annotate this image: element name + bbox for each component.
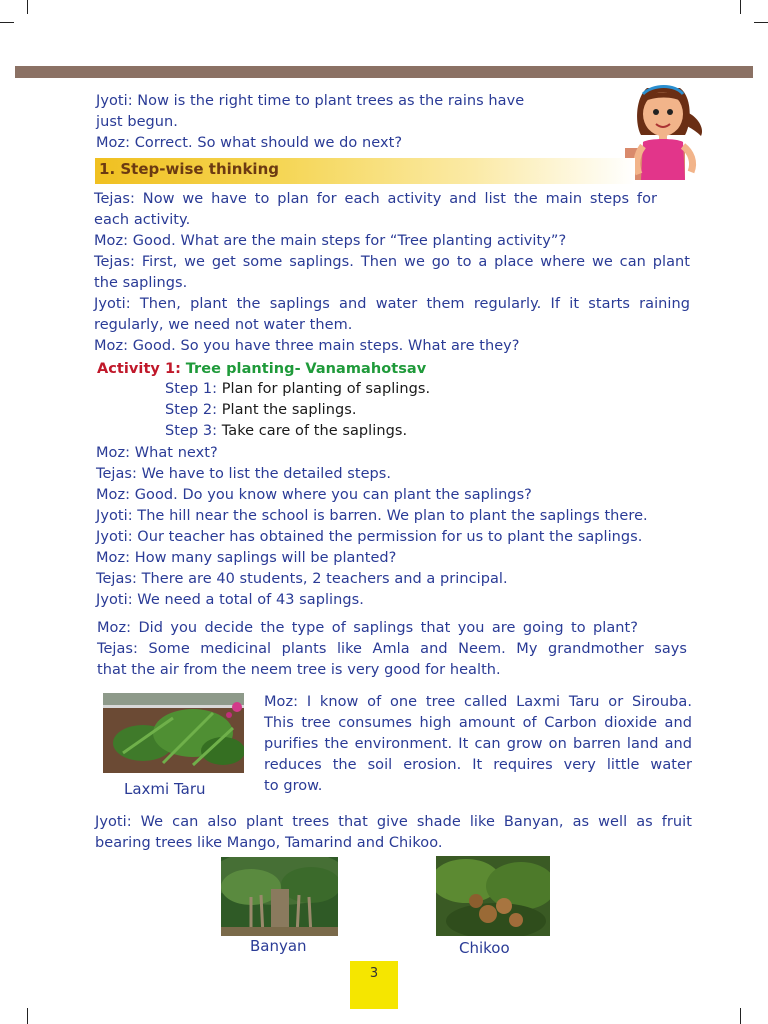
dialogue-line: Tejas: First, we get some saplings. Then we go to a place where we can plant bbox=[94, 254, 690, 270]
chikoo-photo bbox=[436, 856, 550, 936]
activity-step: Step 3: Take care of the saplings. bbox=[165, 423, 408, 439]
laxmi-text-line: purifies the environment. It can grow on barren land and bbox=[264, 736, 692, 752]
dialogue-line: that the air from the neem tree is very good for health. bbox=[97, 662, 501, 678]
laxmi-taru-caption: Laxmi Taru bbox=[124, 780, 206, 798]
dialogue-line: Tejas: We have to list the detailed steps. bbox=[96, 466, 392, 482]
dialogue-line: Moz: What next? bbox=[96, 445, 218, 461]
laxmi-text-line: This tree consumes high amount of Carbon dioxide and bbox=[264, 715, 692, 731]
crop-mark bbox=[754, 22, 768, 23]
section-banner bbox=[95, 158, 635, 184]
dialogue-line: just begun. bbox=[96, 114, 178, 130]
crop-mark bbox=[27, 1008, 28, 1024]
page-number: 3 bbox=[350, 961, 398, 1009]
dialogue-line: Tejas: Some medicinal plants like Amla and Neem. My grandmother says bbox=[97, 641, 687, 657]
dialogue-line: Jyoti: Now is the right time to plant trees as the rains have bbox=[96, 93, 525, 109]
laxmi-text-line: to grow. bbox=[264, 778, 323, 794]
girl-illustration bbox=[625, 80, 710, 180]
activity-heading: Activity 1: Tree planting- Vanamahotsav bbox=[97, 361, 427, 377]
activity-name: Tree planting bbox=[185, 361, 295, 377]
dialogue-line: Jyoti: Then, plant the saplings and water them regularly. If it starts raining bbox=[94, 296, 690, 312]
dialogue-line: the saplings. bbox=[94, 275, 188, 291]
section-heading: 1. Step-wise thinking bbox=[99, 160, 279, 178]
crop-mark bbox=[740, 1008, 741, 1024]
dialogue-line: Moz: Correct. So what should we do next? bbox=[96, 135, 403, 151]
laxmi-text-line: reduces the soil erosion. It requires very little water bbox=[264, 757, 692, 773]
banyan-photo bbox=[221, 857, 338, 936]
activity-step: Step 2: Plant the saplings. bbox=[165, 402, 357, 418]
dialogue-line: Jyoti: We can also plant trees that give shade like Banyan, as well as fruit bbox=[95, 814, 692, 830]
dialogue-line: Moz: Did you decide the type of saplings that you are going to plant? bbox=[97, 620, 638, 636]
dialogue-line: Moz: How many saplings will be planted? bbox=[96, 550, 397, 566]
header-bar bbox=[15, 66, 753, 78]
dialogue-line: Tejas: There are 40 students, 2 teachers and a principal. bbox=[96, 571, 508, 587]
dialogue-line: Tejas: Now we have to plan for each activity and list the main steps for bbox=[94, 191, 657, 207]
activity-subname: Vanamahotsav bbox=[305, 361, 427, 377]
banyan-caption: Banyan bbox=[250, 937, 307, 955]
activity-step: Step 1: Plan for planting of saplings. bbox=[165, 381, 431, 397]
dialogue-line: Jyoti: Our teacher has obtained the permission for us to plant the saplings. bbox=[96, 529, 643, 545]
crop-mark bbox=[0, 22, 14, 23]
dialogue-line: Jyoti: We need a total of 43 saplings. bbox=[96, 592, 364, 608]
dialogue-line: regularly, we need not water them. bbox=[94, 317, 353, 333]
dialogue-line: Moz: Good. Do you know where you can plant the saplings? bbox=[96, 487, 532, 503]
dialogue-line: bearing trees like Mango, Tamarind and Chikoo. bbox=[95, 835, 443, 851]
crop-mark bbox=[27, 0, 28, 14]
dialogue-line: Moz: Good. So you have three main steps. What are they? bbox=[94, 338, 520, 354]
crop-mark bbox=[740, 0, 741, 14]
dialogue-line: Jyoti: The hill near the school is barren. We plan to plant the saplings there. bbox=[96, 508, 648, 524]
activity-label: Activity 1 bbox=[97, 361, 176, 377]
laxmi-text-line: Moz: I know of one tree called Laxmi Taru or Sirouba. bbox=[264, 694, 692, 710]
dialogue-line: each activity. bbox=[94, 212, 191, 228]
laxmi-taru-photo bbox=[103, 693, 244, 773]
chikoo-caption: Chikoo bbox=[459, 939, 510, 957]
dialogue-line: Moz: Good. What are the main steps for “Tree planting activity”? bbox=[94, 233, 567, 249]
